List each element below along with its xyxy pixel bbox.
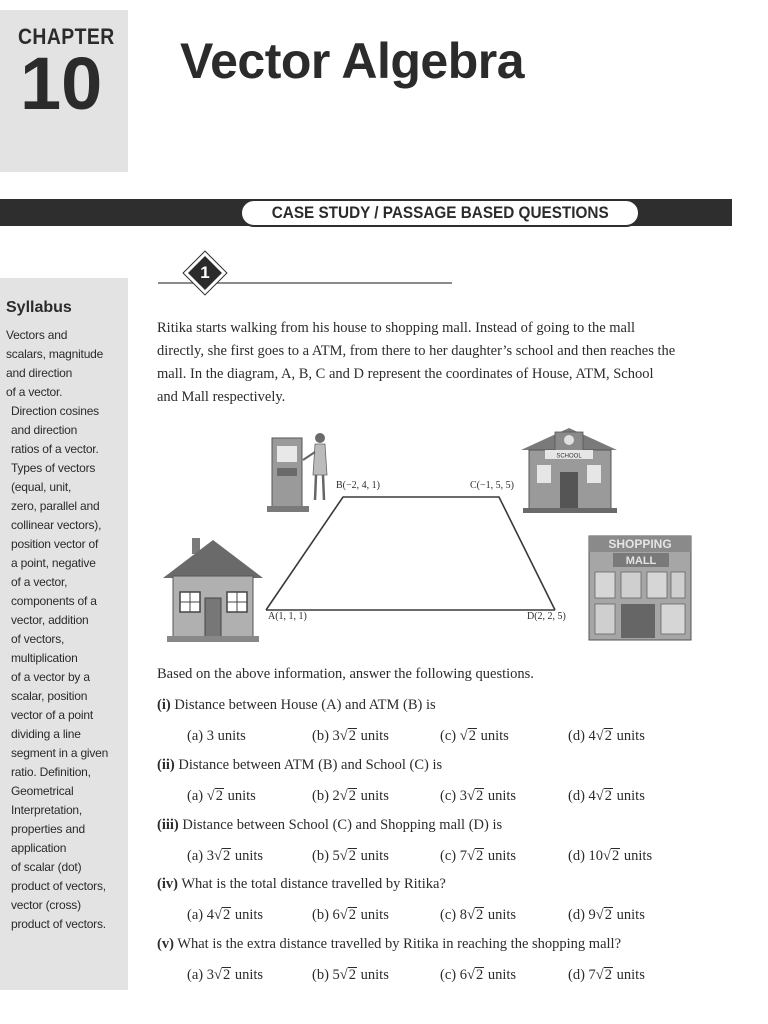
point-d-label: D(2, 2, 5) bbox=[527, 611, 566, 622]
option-unit: units bbox=[616, 728, 645, 744]
answer-option[interactable] bbox=[187, 788, 256, 805]
option-label: (b) bbox=[312, 848, 329, 864]
syllabus-line: scalar, position bbox=[11, 689, 88, 703]
syllabus-line: scalars, magnitude bbox=[6, 347, 104, 361]
question-number: (iii) bbox=[157, 817, 179, 833]
answer-option[interactable] bbox=[187, 728, 246, 745]
option-radicand: 2 bbox=[604, 788, 613, 804]
house-illustration bbox=[163, 538, 263, 642]
chapter-label: CHAPTER bbox=[18, 24, 115, 49]
option-label: (c) bbox=[440, 788, 457, 804]
question-text: Distance between House (A) and ATM (B) is bbox=[174, 697, 436, 713]
answer-option[interactable] bbox=[312, 788, 389, 805]
syllabus-line: position vector of bbox=[11, 537, 99, 551]
route-diagram bbox=[157, 420, 697, 648]
school-sign: SCHOOL bbox=[556, 453, 582, 460]
syllabus-line: vector, addition bbox=[11, 613, 89, 627]
answer-option[interactable] bbox=[187, 907, 263, 924]
sqrt-icon: √ bbox=[213, 848, 222, 864]
option-label: (c) bbox=[440, 728, 457, 744]
option-radicand: 2 bbox=[604, 907, 613, 923]
chapter-number: 10 bbox=[20, 42, 103, 125]
option-unit: units bbox=[487, 848, 517, 864]
passage-line: directly, she first goes to a ATM, from there to her daughter’s school and then reaches the bbox=[157, 343, 676, 359]
option-radicand: 2 bbox=[222, 907, 231, 923]
syllabus-line: (equal, unit, bbox=[11, 480, 72, 494]
syllabus-line: of a vector by a bbox=[11, 670, 90, 684]
question bbox=[157, 697, 436, 714]
question bbox=[157, 817, 502, 834]
option-unit: units bbox=[234, 907, 264, 923]
question bbox=[157, 936, 621, 953]
option-label: (d) bbox=[568, 848, 585, 864]
option-unit: units bbox=[480, 728, 509, 744]
option-label: (a) bbox=[187, 728, 204, 744]
syllabus-line: and direction bbox=[6, 366, 73, 380]
option-radicand: 2 bbox=[348, 967, 357, 983]
sqrt-icon: √ bbox=[603, 848, 612, 864]
option-radicand: 2 bbox=[348, 728, 357, 744]
sqrt-icon: √ bbox=[466, 907, 475, 923]
option-unit: units bbox=[360, 907, 389, 923]
syllabus-line: properties and bbox=[11, 822, 85, 836]
option-coefficient: 10 bbox=[588, 848, 604, 864]
answer-option[interactable] bbox=[440, 907, 516, 924]
mall-sign-bottom: MALL bbox=[625, 555, 657, 567]
option-unit: units bbox=[616, 907, 645, 923]
option-unit: units bbox=[360, 848, 389, 864]
syllabus-line: a point, negative bbox=[11, 556, 96, 570]
banner-pill bbox=[240, 199, 640, 227]
option-radicand: 2 bbox=[475, 848, 484, 864]
answer-option[interactable] bbox=[440, 728, 509, 745]
option-label: (a) bbox=[187, 967, 204, 983]
question-number: (ii) bbox=[157, 757, 175, 773]
syllabus-line: vector (cross) bbox=[11, 898, 81, 912]
syllabus-line: product of vectors. bbox=[11, 917, 106, 931]
point-a-label: A(1, 1, 1) bbox=[268, 611, 307, 622]
atm-illustration bbox=[267, 433, 327, 512]
option-radicand: 2 bbox=[215, 788, 223, 804]
option-label: (c) bbox=[440, 967, 457, 983]
option-radicand: 2 bbox=[604, 967, 613, 983]
option-unit: units bbox=[487, 907, 517, 923]
sqrt-icon: √ bbox=[466, 967, 475, 983]
chapter-box bbox=[0, 10, 128, 172]
option-unit: units bbox=[616, 788, 645, 804]
answer-option[interactable] bbox=[440, 788, 516, 805]
option-unit: units bbox=[487, 788, 517, 804]
syllabus-line: application bbox=[11, 841, 67, 855]
sqrt-icon: √ bbox=[339, 788, 348, 804]
option-label: (d) bbox=[568, 907, 585, 923]
syllabus-line: Types of vectors bbox=[11, 461, 96, 475]
answer-option[interactable] bbox=[187, 848, 263, 865]
syllabus-line: segment in a given bbox=[11, 746, 109, 760]
syllabus-line: vector of a point bbox=[11, 708, 93, 722]
option-radicand: 2 bbox=[222, 967, 231, 983]
sqrt-icon: √ bbox=[339, 728, 348, 744]
answer-option[interactable] bbox=[440, 848, 516, 865]
option-unit: 3 units bbox=[206, 728, 246, 744]
answer-option[interactable] bbox=[568, 788, 645, 805]
syllabus-line: ratios of a vector. bbox=[11, 442, 99, 456]
syllabus-line: ratio. Definition, bbox=[11, 765, 91, 779]
option-label: (d) bbox=[568, 788, 585, 804]
question bbox=[157, 876, 446, 893]
question-number: (iv) bbox=[157, 876, 178, 892]
answer-option[interactable] bbox=[187, 967, 263, 984]
option-coefficient: 6 bbox=[332, 907, 340, 923]
answer-option[interactable] bbox=[568, 907, 645, 924]
option-radicand: 2 bbox=[468, 728, 476, 744]
case-passage bbox=[157, 317, 725, 409]
option-unit: units bbox=[360, 728, 389, 744]
syllabus-sidebar bbox=[0, 278, 128, 990]
option-coefficient: 5 bbox=[332, 967, 340, 983]
syllabus-line: product of vectors, bbox=[11, 879, 106, 893]
route-path bbox=[266, 497, 555, 610]
option-coefficient: 7 bbox=[459, 848, 467, 864]
questions-intro: Based on the above information, answer the following questions. bbox=[157, 666, 534, 682]
syllabus-line: Vectors and bbox=[6, 328, 68, 342]
option-coefficient: 9 bbox=[588, 907, 596, 923]
option-unit: units bbox=[616, 967, 645, 983]
option-coefficient: 3 bbox=[332, 728, 340, 744]
sqrt-icon: √ bbox=[206, 788, 215, 804]
syllabus-heading: Syllabus bbox=[6, 299, 72, 316]
sqrt-icon: √ bbox=[339, 907, 348, 923]
sqrt-icon: √ bbox=[595, 907, 604, 923]
passage-line: mall. In the diagram, A, B, C and D represent the coordinates of House, ATM, School bbox=[157, 366, 654, 382]
syllabus-line: of a vector. bbox=[6, 385, 63, 399]
mall-illustration bbox=[589, 536, 691, 640]
option-radicand: 2 bbox=[348, 788, 357, 804]
school-illustration bbox=[521, 428, 617, 513]
option-coefficient: 5 bbox=[332, 848, 340, 864]
option-unit: units bbox=[360, 967, 389, 983]
option-unit: units bbox=[487, 967, 517, 983]
syllabus-line: of scalar (dot) bbox=[11, 860, 82, 874]
case-number: 1 bbox=[200, 263, 210, 282]
chapter-title: Vector Algebra bbox=[180, 33, 525, 89]
option-coefficient: 6 bbox=[459, 967, 467, 983]
sqrt-icon: √ bbox=[595, 728, 604, 744]
answer-option[interactable] bbox=[312, 907, 389, 924]
sqrt-icon: √ bbox=[339, 967, 348, 983]
syllabus-line: components of a bbox=[11, 594, 97, 608]
question-text: Distance between School (C) and Shopping mall (D) is bbox=[182, 817, 503, 833]
option-coefficient: 2 bbox=[332, 788, 340, 804]
option-coefficient: 3 bbox=[206, 967, 214, 983]
option-coefficient: 4 bbox=[206, 907, 214, 923]
answer-option[interactable] bbox=[440, 967, 516, 984]
option-label: (b) bbox=[312, 788, 329, 804]
option-label: (c) bbox=[440, 848, 457, 864]
question bbox=[157, 757, 442, 774]
sqrt-icon: √ bbox=[213, 967, 222, 983]
option-radicand: 2 bbox=[475, 788, 484, 804]
sqrt-icon: √ bbox=[213, 907, 222, 923]
option-coefficient: 3 bbox=[459, 788, 467, 804]
passage-line: and Mall respectively. bbox=[157, 389, 286, 405]
sqrt-icon: √ bbox=[459, 728, 468, 744]
passage-line: Ritika starts walking from his house to shopping mall. Instead of going to the mall bbox=[157, 320, 636, 336]
option-label: (c) bbox=[440, 907, 457, 923]
answer-option[interactable] bbox=[312, 967, 389, 984]
syllabus-line: collinear vectors), bbox=[11, 518, 102, 532]
option-label: (a) bbox=[187, 848, 204, 864]
option-unit: units bbox=[234, 967, 264, 983]
sqrt-icon: √ bbox=[339, 848, 348, 864]
sqrt-icon: √ bbox=[466, 788, 475, 804]
option-coefficient: 3 bbox=[206, 848, 214, 864]
option-unit: units bbox=[234, 848, 264, 864]
option-coefficient: 4 bbox=[588, 788, 596, 804]
sqrt-icon: √ bbox=[595, 967, 604, 983]
option-unit: units bbox=[227, 788, 256, 804]
option-label: (b) bbox=[312, 907, 329, 923]
question-text: What is the extra distance travelled by Ritika in reaching the shopping mall? bbox=[177, 936, 622, 952]
option-radicand: 2 bbox=[222, 848, 231, 864]
answer-option[interactable] bbox=[568, 967, 645, 984]
syllabus-line: Interpretation, bbox=[11, 803, 83, 817]
option-unit: units bbox=[623, 848, 653, 864]
question-number: (i) bbox=[157, 697, 171, 713]
mall-sign-top: SHOPPING bbox=[608, 537, 672, 551]
option-radicand: 2 bbox=[348, 907, 357, 923]
syllabus-line: dividing a line bbox=[11, 727, 81, 741]
answer-option[interactable] bbox=[568, 848, 652, 865]
point-c-label: C(−1, 5, 5) bbox=[470, 480, 514, 491]
option-label: (d) bbox=[568, 967, 585, 983]
option-label: (b) bbox=[312, 967, 329, 983]
question-text: What is the total distance travelled by Ritika? bbox=[181, 876, 446, 892]
option-label: (b) bbox=[312, 728, 329, 744]
banner-title: CASE STUDY / PASSAGE BASED QUESTIONS bbox=[271, 203, 609, 222]
option-radicand: 2 bbox=[612, 848, 620, 864]
syllabus-line: and direction bbox=[11, 423, 78, 437]
option-radicand: 2 bbox=[475, 967, 484, 983]
option-label: (a) bbox=[187, 907, 204, 923]
point-b-label: B(−2, 4, 1) bbox=[336, 480, 380, 491]
option-coefficient: 8 bbox=[459, 907, 467, 923]
option-coefficient: 7 bbox=[588, 967, 596, 983]
option-coefficient: 4 bbox=[588, 728, 596, 744]
answer-option[interactable] bbox=[312, 728, 389, 745]
answer-option[interactable] bbox=[312, 848, 389, 865]
question-text: Distance between ATM (B) and School (C) is bbox=[178, 757, 443, 773]
option-radicand: 2 bbox=[604, 728, 613, 744]
sqrt-icon: √ bbox=[595, 788, 604, 804]
option-radicand: 2 bbox=[475, 907, 484, 923]
syllabus-line: multiplication bbox=[11, 651, 78, 665]
syllabus-line: Direction cosines bbox=[11, 404, 99, 418]
question-number: (v) bbox=[157, 936, 174, 952]
answer-option[interactable] bbox=[568, 728, 645, 745]
option-label: (d) bbox=[568, 728, 585, 744]
syllabus-line: of vectors, bbox=[11, 632, 65, 646]
option-label: (a) bbox=[187, 788, 204, 804]
syllabus-text bbox=[6, 326, 130, 934]
syllabus-line: zero, parallel and bbox=[11, 499, 100, 513]
option-radicand: 2 bbox=[348, 848, 357, 864]
sqrt-icon: √ bbox=[466, 848, 475, 864]
syllabus-line: of a vector, bbox=[11, 575, 68, 589]
syllabus-line: Geometrical bbox=[11, 784, 74, 798]
option-unit: units bbox=[360, 788, 389, 804]
